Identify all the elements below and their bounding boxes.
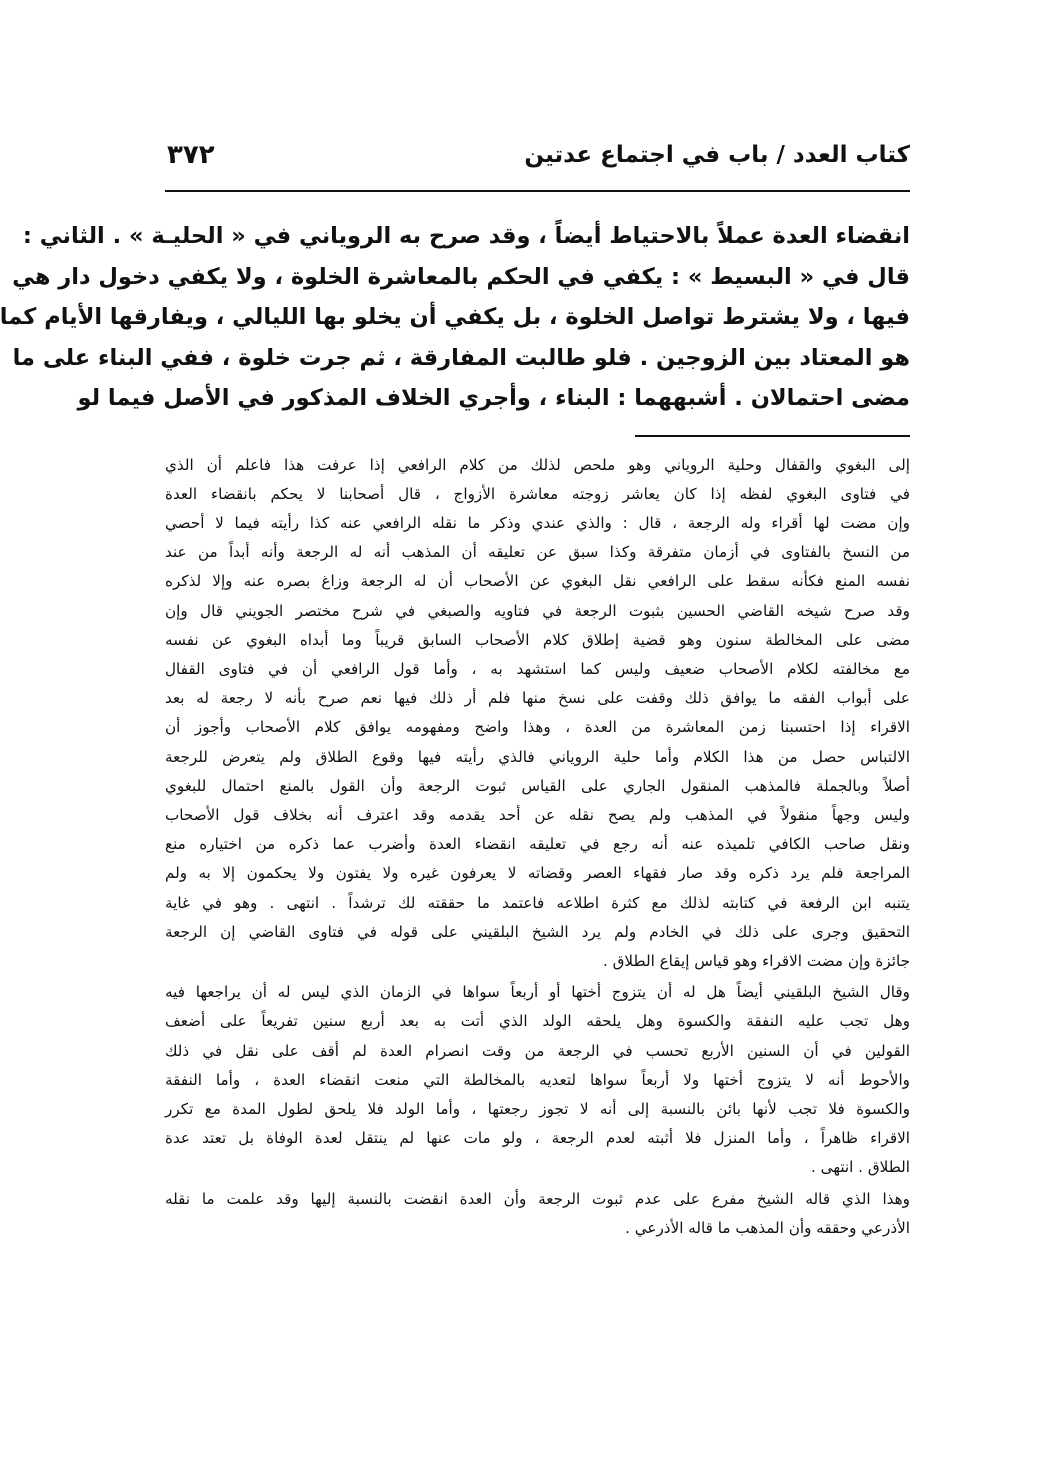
- footnote-line: وقال الشيخ البلقيني أيضاً هل له أن يتزوج أختها أو أربعاً سواها في الزمان الذي ليس له أن يراجعها فيه: [165, 983, 910, 1002]
- footnote-line: مضى على المخالطة سنون وهو قضية إطلاق كلام الأصحاب السابق قريباً وما أبداه البغوي عن نفسه: [165, 630, 910, 649]
- footnote-line: القولين في أن السنين الأربع تحسب في الرجعة من وقت انصرام العدة لم أقف على نقل في ذلك: [165, 1041, 910, 1060]
- footnotes: [165, 451, 910, 1243]
- footnote-line: وليس وجهاً منقولاً في المذهب ولم يصح نقله عن أحد يقدمه وقد اعترف أنه بخلاف قول الأصحاب: [165, 805, 910, 824]
- footnote-line: أصلاً وبالجملة فالمذهب المنقول الجاري على القياس ثبوت الرجعة وأن القول بالمنع احتمال للبغوي: [165, 776, 910, 795]
- footnote-line: الأذرعي وحققه وأن المذهب ما قاله الأذرعي .: [625, 1218, 910, 1237]
- footnote-line: المراجعة فلم يرد ذكره وقد صار فقهاء العصر وقضاته لا يعرفون غيره ولا يفتون ولا يحكمون إلا به ولم: [165, 864, 910, 883]
- main-text-line: انقضاء العدة عملاً بالاحتياط أيضاً ، وقد صرح به الروياني في « الحليـة » . الثاني :: [22, 223, 910, 249]
- main-text-line: فيها ، ولا يشترط تواصل الخلوة ، بل يكفي أن يخلو بها الليالي ، ويفارقها الأيام كما: [0, 304, 910, 330]
- footnote-line: الاقراء إذا احتسبنا زمن المعاشرة من العدة ، وهذا واضح ومفهومه يوافق كلام الأصحاب وأجوز أن: [165, 718, 910, 737]
- footnote-separator: [635, 435, 910, 437]
- main-text-line: مضى احتمالان . أشبههما : البناء ، وأجري الخلاف المذكور في الأصل فيما لو: [77, 385, 910, 411]
- footnote-line: يتنبه ابن الرفعة في كتابته لذلك مع كثرة اطلاعه فاعتمد ما حققته لك ترشداً . انتهى . وهو في غاية: [165, 893, 910, 912]
- footnote-paragraph: [165, 978, 910, 1182]
- footnote-line: وإن مضت لها أقراء وله الرجعة ، قال : والذي عندي وذكر ما نقله الرافعي عنه كذا رأيته فيما لا أحصي: [165, 513, 910, 532]
- footnote-line: في فتاوى البغوي لفظه إذا كان يعاشر زوجته معاشرة الأزواج ، قال أصحابنا لا يحكم بانقضاء العدة: [165, 484, 910, 503]
- page-number: ٣٧٢: [167, 140, 215, 170]
- footnote-line: الاقراء ظاهراً ، وأما المنزل فلا أثبته لعدم الرجعة ، ولو مات عنها لم ينتقل لعدة الوفاة بل تعتد عدة: [165, 1129, 910, 1148]
- footnote-line: وهل تجب عليه النفقة والكسوة وهل يلحقه الولد الذي أتت به بعد أربع سنين تفريعاً على أضعف: [165, 1012, 910, 1031]
- footnote-line: إلى البغوي والقفال وحلية الروياني وهو ملحص لذلك من كلام الرافعي إذا عرفت هذا فاعلم أن الذي: [165, 455, 910, 474]
- footnote-line: جائزة وإن مضت الاقراء وهو قياس إيقاع الطلاق .: [602, 951, 910, 970]
- footnote-line: وهذا الذي قاله الشيخ مفرع على عدم ثبوت الرجعة وأن العدة انقضت بالنسبة إليها وقد علمت ما نقله: [165, 1189, 910, 1208]
- book-page: [0, 140, 910, 1370]
- main-text-line: هو المعتاد بين الزوجين . فلو طالبت المفارقة ، ثم جرت خلوة ، ففي البناء على ما: [12, 344, 910, 371]
- footnote-line: مع مخالفته لكلام الأصحاب ضعيف وليس كما استشهد به ، وأما قول الرافعي أن في فتاوى القفال: [165, 659, 910, 678]
- footnote-line: والأحوط أنه لا يتزوج أختها ولا أربعاً سواها لتعديه بالمخالطة التي منعت انقضاء العدة ، وأما النفقة: [165, 1070, 910, 1089]
- footnote-line: التحقيق وجرى على ذلك في الخادم ولم يرد الشيخ البلقيني على قوله في فتاوى القاضي إن الرجعة: [165, 922, 910, 941]
- footnote-line: على أبواب الفقه ما يوافق ذلك وقفت على نسخ منها فلم أر ذلك فيها نعم صرح بأنه لا رجعة له بعد: [165, 689, 910, 708]
- main-text-line: قال في « البسيط » : يكفي في الحكم بالمعاشرة الخلوة ، ولا يكفي دخول دار هي: [12, 263, 910, 290]
- footnote-line: نفسه المنع فكأنه سقط على الرافعي نقل البغوي عن الأصحاب أن له الرجعة وزاغ بصره عنه وإلا لذكره: [165, 572, 910, 591]
- footnote-paragraph: [165, 451, 910, 977]
- footnote-line: ونقل صاحب الكافي تلميذه عنه أنه رجع في تعليقه انقضاء العدة وأضرب عما ذكره من اختياره منع: [165, 835, 910, 854]
- running-header: [165, 140, 910, 192]
- footnote-line: الالتباس حصل من هذا الكلام وأما حلية الروياني فالذي رأيته فيها وقوع الطلاق ولم يتعرض للرجعة: [165, 747, 910, 766]
- chapter-title: كتاب العدد / باب في اجتماع عدتين: [524, 142, 910, 168]
- footnote-line: الطلاق . انتهى .: [811, 1158, 910, 1177]
- footnote-paragraph: [165, 1185, 910, 1243]
- footnote-line: من النسخ بالفتاوى في أزمان متفرقة وكذا سبق عن تعليقه أن المذهب أنه له الرجعة وأنه أبداً من عند: [165, 543, 910, 562]
- footnote-line: وقد صرح شيخه القاضي الحسين بثبوت الرجعة في فتاويه والصبغي في شرح مختصر الجويني قال وإن: [165, 601, 910, 620]
- main-text: [0, 216, 910, 419]
- footnote-line: والكسوة فلا تجب لأنها بائن بالنسبة إلى أنه لا تجوز رجعتها ، وأما الولد فلا يلحق لطول المدة مع تكرر: [165, 1099, 910, 1118]
